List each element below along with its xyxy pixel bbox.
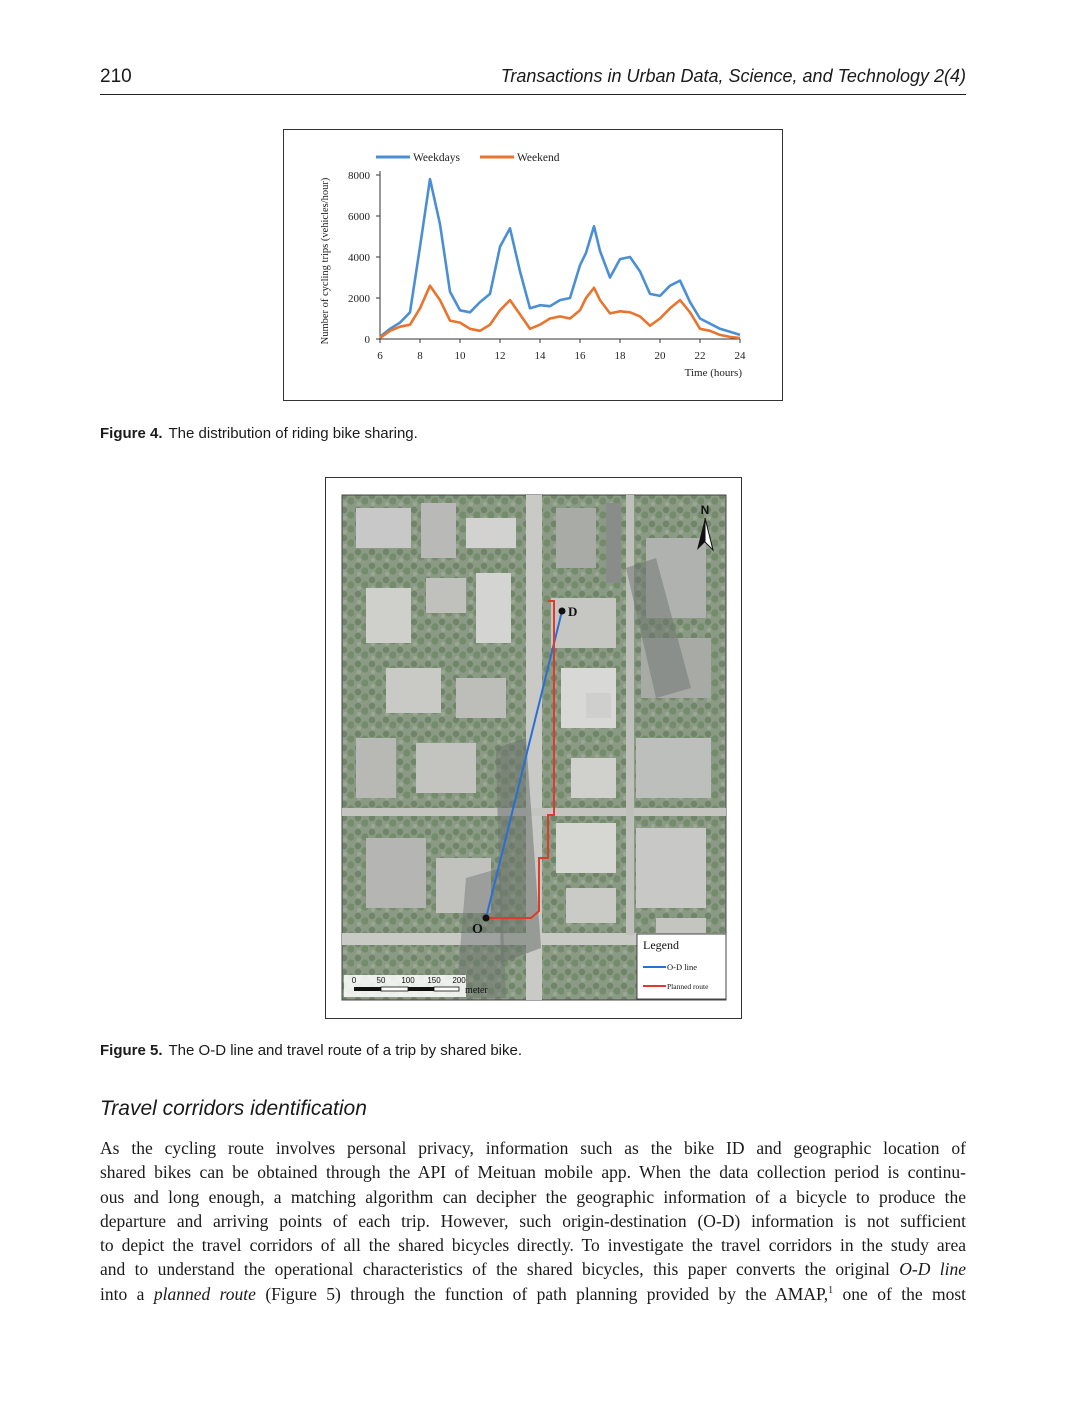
planned-route-term: planned route (153, 1283, 256, 1304)
chart-axes (320, 170, 746, 379)
figure-5-caption-text: The O-D line and travel route of a trip by shared bike. (168, 1042, 523, 1059)
x-tick-label: 12 (494, 350, 506, 362)
scale-unit: meter (465, 985, 488, 996)
running-header (100, 66, 966, 95)
y-tick-label: 8000 (348, 170, 370, 182)
chart-legend (376, 152, 560, 164)
x-tick-label: 18 (614, 350, 626, 362)
figure-4-caption (100, 425, 418, 442)
body-fragment: (Figure 5) through the function of path planning provided by the AMAP, (265, 1283, 829, 1304)
legend-od-line-label: O-D line (667, 962, 697, 972)
origin-point (483, 915, 490, 922)
body-line: to depict the travel corridors of all the shared bicycles directly. To investigate the travel corridors in the study area (100, 1235, 966, 1256)
destination-label: D (568, 604, 578, 619)
x-tick-label: 20 (654, 350, 666, 362)
scale-tick-0: 0 (351, 976, 357, 985)
page-number: 210 (100, 66, 132, 87)
journal-title: Transactions in Urban Data, Science, and Technology 2(4) (500, 66, 966, 86)
body-line-with-term (100, 1257, 966, 1281)
body-paragraph (100, 1136, 966, 1306)
y-tick-label: 4000 (348, 252, 370, 264)
legend-route-label: Planned route (667, 982, 709, 991)
x-tick-label: 14 (534, 350, 546, 362)
figure-4-caption-text: The distribution of riding bike sharing. (168, 425, 418, 442)
chart-series (380, 179, 740, 338)
section-heading: Travel corridors identification (100, 1097, 367, 1120)
body-line: departure and arriving points of each trip. However, such origin-destination (O-D) information is not sufficient (100, 1210, 966, 1231)
body-line: As the cycling route involves personal privacy, information such as the bike ID and geographic location of (100, 1138, 966, 1158)
x-tick-label: 6 (377, 350, 383, 362)
figure-4-chart (284, 130, 784, 402)
north-label: N (700, 503, 710, 517)
y-tick-label: 0 (364, 334, 370, 346)
body-fragment: into a (100, 1283, 145, 1304)
figure-5-caption-label: Figure 5. (100, 1042, 163, 1059)
scale-tick-100: 100 (401, 976, 415, 985)
legend-label-weekdays: Weekdays (413, 152, 460, 164)
series-line-weekdays (380, 179, 740, 337)
body-line-last (100, 1282, 966, 1306)
footnote-marker[interactable]: 1 (828, 1284, 834, 1296)
map-legend (637, 934, 726, 999)
figure-5-caption (100, 1042, 522, 1059)
scale-tick-200: 200 (452, 976, 466, 985)
x-tick-label: 8 (417, 350, 423, 362)
y-tick-label: 2000 (348, 293, 370, 305)
y-axis-label: Number of cycling trips (vehicles/hour) (320, 177, 331, 345)
legend-label-weekend: Weekend (517, 152, 560, 164)
x-tick-label: 16 (574, 350, 586, 362)
body-line: ous and long enough, a matching algorithm can decipher the geographic information of a bicycle to produce the (100, 1186, 966, 1207)
figure-5-frame (325, 477, 742, 1019)
scale-tick-50: 50 (376, 976, 386, 985)
destination-point (559, 608, 566, 615)
legend-title: Legend (643, 938, 679, 952)
x-tick-label: 10 (454, 350, 466, 362)
aerial-image (342, 495, 726, 1000)
scale-tick-150: 150 (427, 976, 441, 985)
body-fragment: one of the most (842, 1283, 967, 1304)
origin-label: O (472, 922, 483, 937)
x-tick-label: 24 (734, 350, 746, 362)
figure-4-frame (283, 129, 783, 401)
y-tick-label: 6000 (348, 211, 370, 223)
x-axis-label: Time (hours) (684, 367, 742, 379)
body-line: shared bikes can be obtained through the API of Meituan mobile app. When the data collection period is continu- (100, 1162, 966, 1183)
body-line: and to understand the operational characteristics of the shared bicycles, this paper converts the original (100, 1259, 890, 1280)
x-tick-label: 22 (694, 350, 706, 362)
figure-5-map (326, 478, 743, 1020)
od-line-term: O-D line (899, 1259, 966, 1280)
figure-4-caption-label: Figure 4. (100, 425, 163, 442)
